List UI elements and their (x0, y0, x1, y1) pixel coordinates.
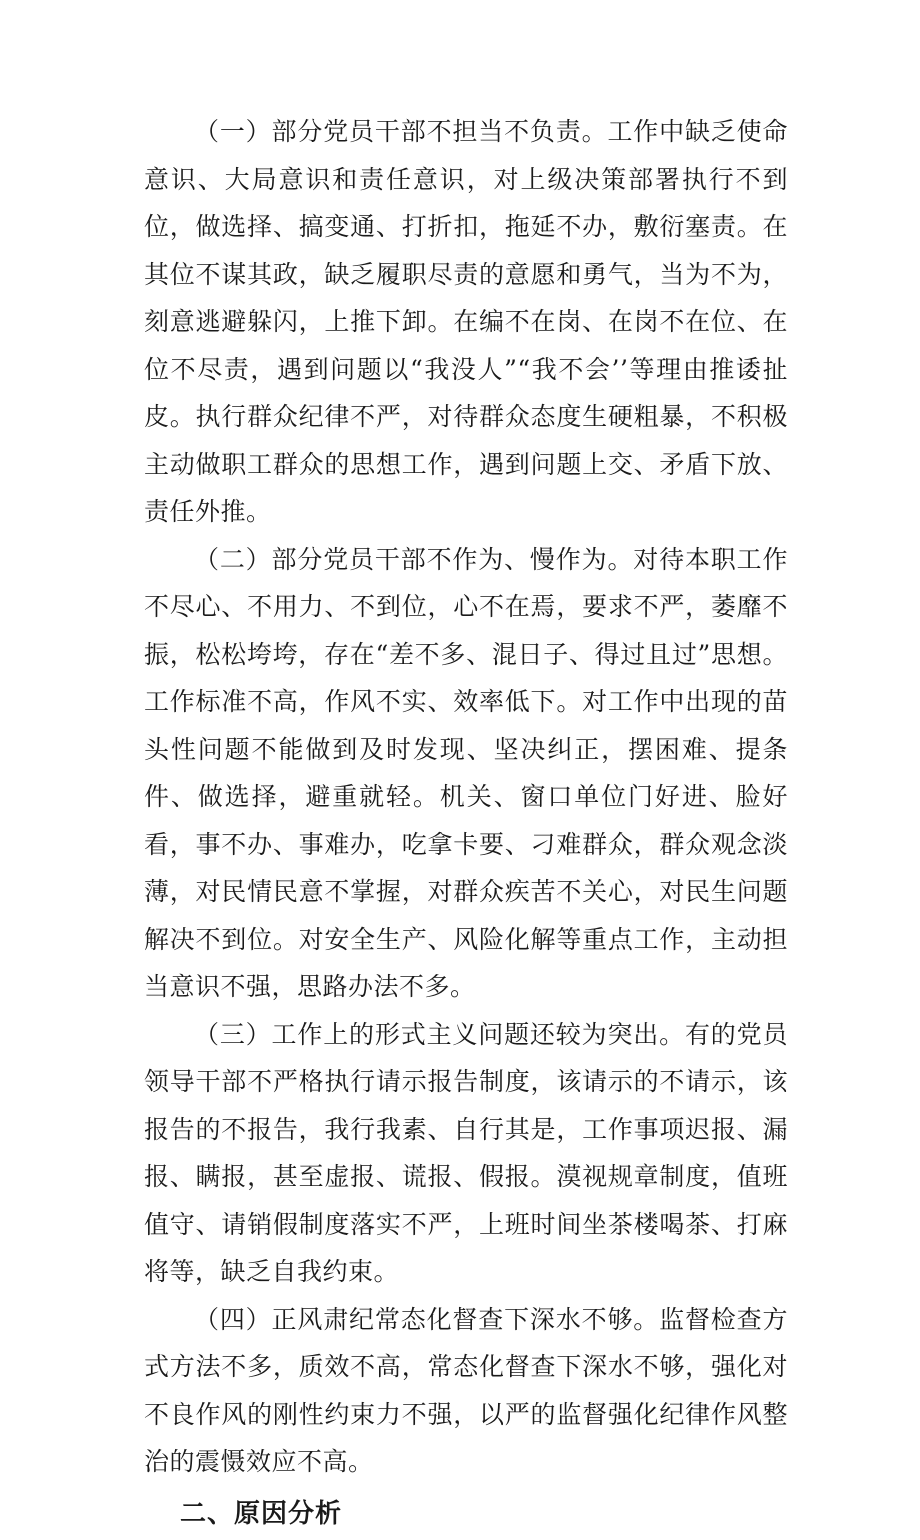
paragraph-3: （三）工作上的形式主义问题还较为突出。有的党员领导干部不严格执行请示报告制度，该请示的不请示，该报告的不报告，我行我素、自行其是，工作事项迟报、漏报、瞒报，甚至虚报、谎报、假报。漠视规章制度，值班值守、请销假制度落实不严，上班时间坐茶楼喝茶、打麻将等，缺乏自我约束。 (144, 1019, 788, 1286)
paragraph-4: （四）正风肃纪常态化督查下深水不够。监督检查方式方法不多，质效不高，常态化督查下深水不够，强化对不良作风的刚性约束力不强，以严的监督强化纪律作风整治的震慑效应不高。 (144, 1304, 788, 1476)
paragraph-2: （二）部分党员干部不作为、慢作为。对待本职工作不尽心、不用力、不到位，心不在焉，要求不严，萎靡不振，松松垮垮，存在“差不多、混日子、得过且过”思想。工作标准不高，作风不实、效率低下。对工作中出现的苗头性问题不能做到及时发现、坚决纠正，摆困难、提条件、做选择，避重就轻。机关、窗口单位门好进、脸好看，事不办、事难办，吃拿卡要、刁难群众，群众观念淡薄，对民情民意不掌握，对群众疾苦不关心，对民生问题解决不到位。对安全生产、风险化解等重点工作，主动担当意识不强，思路办法不多。 (144, 544, 788, 1001)
section-heading: 二、原因分析 (180, 1498, 343, 1529)
paragraph-1: （一）部分党员干部不担当不负责。工作中缺乏使命意识、大局意识和责任意识，对上级决策部署执行不到位，做选择、搞变通、打折扣，拖延不办，敷衍塞责。在其位不谋其政，缺乏履职尽责的意愿和勇气，当为不为，刻意逃避躲闪，上推下卸。在编不在岗、在岗不在位、在位不尽责，遇到问题以“我没人”“我不会’’等理由推诿扯皮。执行群众纪律不严，对待群众态度生硬粗暴，不积极主动做职工群众的思想工作，遇到问题上交、矛盾下放、责任外推。 (144, 117, 788, 526)
